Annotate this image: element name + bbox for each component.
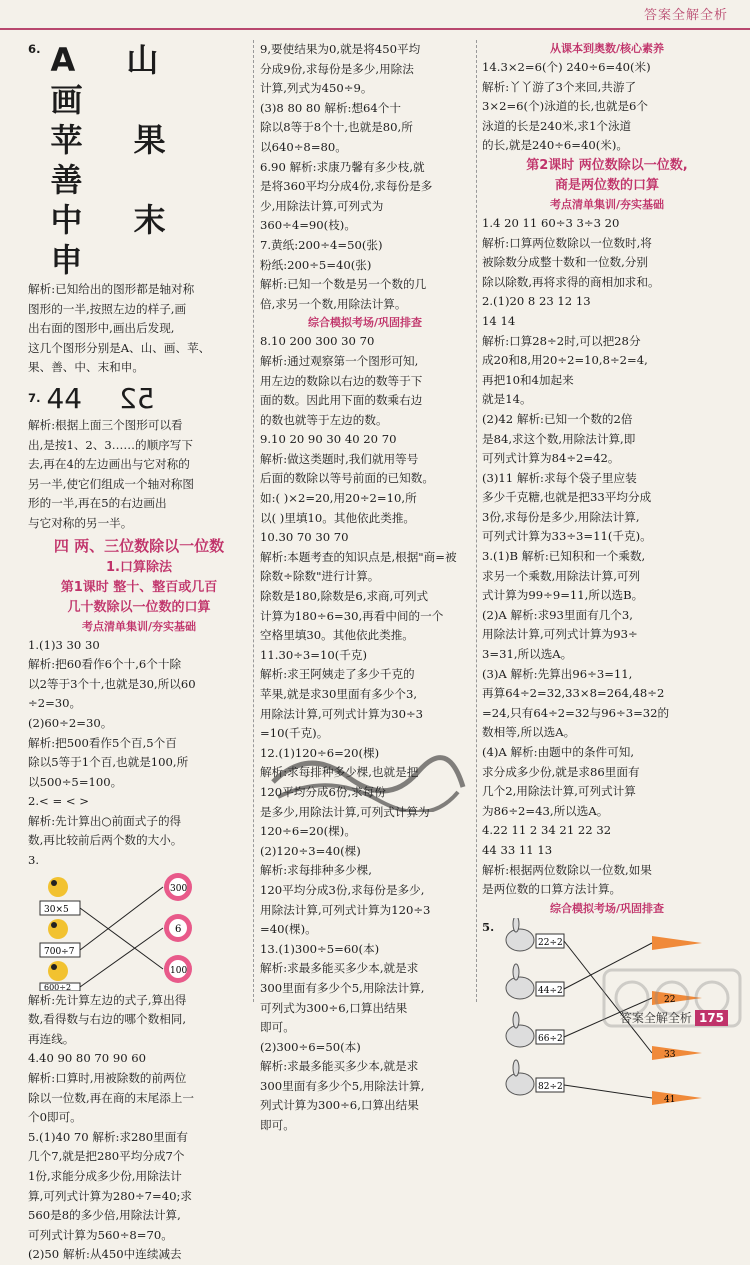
answer-line: 解析:根据上面三个图形可以看 [28,417,183,432]
answer-line: (3)11 解析:求每个袋子里应装 [482,470,637,485]
answer-line: ÷2=30。 [28,696,82,711]
answer-line: 解析:求最多能买多少本,就是求 [260,1059,419,1074]
answer-line: 解析:已知一个数是另一个数的几 [260,277,427,292]
answer-line: 除以8等于8个十,也就是80,所 [260,120,413,135]
answer-line: 出,是按1、2、3……的顺序写下 [28,437,193,452]
answer-line: 解析:口算时,用被除数的前两位 [28,1071,187,1086]
answer-lines [482,214,732,900]
answer-line: 可列式计算为84÷2=42。 [482,451,620,466]
answer-line: 图形的一半,按照左边的样子,画 [28,301,187,316]
answer-line: (3)A 解析:先算出96÷3=11, [482,666,633,681]
answer-line: 成20和8,用20÷2=10,8÷2=4, [482,353,648,368]
answer-line: 解析:把500看作5个百,5个百 [28,735,177,750]
q7-block [28,382,250,416]
answer-line: 数,看得数与右边的哪个数相同, [28,1012,187,1027]
answer-line: 用除法计算,可列式计算为120÷3 [260,902,431,917]
answer-line: 1.4 20 11 60÷3 3÷3 20 [482,215,620,230]
answer-line: 去,再在4的左边画出与它对称的 [28,457,190,472]
q6-row: 苹 果 善 [50,121,186,199]
carrot-icon [652,1091,702,1105]
answer-lines [260,332,470,1135]
q6-block [28,40,250,280]
q7-explanation [28,416,250,534]
answer-line: 计算,列式为450÷9。 [260,81,373,96]
answer-line: 120平均分成3份,求每份是多少, [260,882,425,897]
answer-line: 1.(1)3 30 30 [28,637,100,652]
answer-line: 2.< = < > [28,794,89,809]
rabbit-icon [506,964,534,999]
answer-line: 空格里填30。其他依此类推。 [260,628,414,643]
answer-line: 可列式计算为33÷3=11(千克)。 [482,529,652,544]
answer-line: 再算64÷2=32,33×8=264,48÷2 [482,686,665,701]
q3-right-label: 6 [175,923,182,935]
answer-line: 倍,求另一个数,用除法计算。 [260,296,407,311]
answer-line: (2)42 解析:已知一个数的2倍 [482,411,633,426]
q6-label: 6. [28,42,41,56]
answer-line: 除以一位数,再在商的末尾添上一 [28,1090,194,1105]
answer-line: 解析:先计算出○前面式子的得 [28,813,182,828]
answer-line: 11.30÷3=10(千克) [260,647,367,662]
answer-line: 7.黄纸:200÷4=50(张) [260,237,383,252]
column-divider [476,40,477,1002]
answer-line: (4)A 解析:由题中的条件可知, [482,745,635,759]
q5-left-label: 66÷2 [538,1033,563,1044]
answer-line: 即可。 [260,1118,295,1133]
answer-line: 是两位数的口算方法计算。 [482,882,622,897]
header-bar [0,0,750,30]
answer-line: 300里面有多少个5,用除法计算, [260,980,425,995]
column-middle [260,40,470,1136]
answer-line: 即可。 [260,1020,295,1035]
answer-lines [260,40,470,314]
bee-icon [48,961,68,981]
q3-right-label: 300 [170,883,188,894]
answer-line: 3×2=6(个)泳道的长,也就是6个 [482,99,649,114]
answer-line: 数,再比较前后两个数的大小。 [28,833,183,848]
answer-line: 如:( )×2=20,用20÷2=10,所 [260,491,417,506]
answer-line: 560是8的多少倍,用除法计算, [28,1208,181,1223]
answer-line: 解析:通过观察第一个图形可知, [260,353,419,368]
header-title: 答案全解全析 [643,8,728,23]
answer-line: 除以5等于1个百,也就是100,所 [28,755,189,770]
q7-glyph: 52 [119,381,155,415]
answer-line: 5.(1)40 70 解析:求280里面有 [28,1129,188,1144]
answer-line: 用左边的数除以右边的数等于下 [260,373,423,388]
answer-line: 3.(1)B 解析:已知积和一个乘数, [482,549,646,564]
column-right [482,40,732,1118]
answer-line: 10.30 70 30 70 [260,530,349,545]
answer-line: 计算为180÷6=30,再看中间的一个 [260,608,444,623]
answer-line: 的数也就等于左边的数。 [260,412,388,427]
q7-label: 7. [28,391,41,406]
answer-line: 除数是180,除数是6,求商,可列式 [260,589,429,604]
answer-line: 数相等,所以选A。 [482,725,576,740]
answer-line: 算,可列式计算为280÷7=40;求 [28,1188,193,1203]
answer-line: 300里面有多少个5,用除法计算, [260,1078,425,1093]
match-line [80,887,163,950]
answer-line: 3. [28,853,40,868]
q5-left-label: 44÷2 [538,985,563,996]
subsection-label: 从课本到奥数/核心素养 [549,42,665,55]
footer-label: 答案全解全析 [619,1011,692,1025]
subsection-label: 综合模拟考场/巩固排查 [549,901,665,915]
answer-line: 解析:求最多能买多少本,就是求 [260,961,419,976]
q6-explanation [28,280,250,378]
q3-left-label: 700÷7 [44,946,75,957]
answer-line: 的长,就是240÷6=40(米)。 [482,138,628,153]
answer-line: 以2等于3个十,也就是30,所以60 [28,676,196,691]
answer-line: 解析:先计算左边的式子,算出得 [28,992,187,1007]
answer-line: 除以除数,再将求得的商相加求和。 [482,274,660,289]
answer-line: 3=31,所以选A。 [482,647,573,662]
q6-row: A 山 画 [50,41,179,119]
answer-line: 几个2,用除法计算,可列式计算 [482,784,636,799]
rabbit-icon [506,1060,534,1095]
page-number: 175 [695,1010,728,1026]
answer-line: 苹果,就是求30里面有多少个3, [260,687,418,701]
answer-line: (2)50 解析:从450中连续减去 [28,1247,182,1262]
answer-line: 求分成多少份,就是求86里面有 [482,764,640,779]
answer-line: (2)300÷6=50(本) [260,1039,361,1054]
answer-line: 这几个图形分别是A、山、画、苹、 [28,340,211,355]
answer-line: 再把10和4加起来 [482,372,574,387]
match-line [80,908,163,969]
lesson-title-2: 几十数除以一位数的口算 [67,599,211,615]
answer-line: 解析:求每排种多少棵,也就是把 [260,765,419,780]
answer-line: 13.(1)300÷5=60(本) [260,941,380,956]
answer-line: (3)8 80 80 解析:想64个十 [260,100,401,115]
answer-line: 形的一半,再在5的右边画出 [28,496,167,511]
match-line [564,1085,652,1098]
answer-line: 少,用除法计算,可列式为360÷4=90(枝)。 [260,198,384,233]
answer-line: 以( )里填10。其他依此类推。 [260,510,416,525]
answer-line: 是将360平均分成4份,求每份是多 [260,179,433,194]
answer-line: 解析:求每排种多少棵, [260,863,372,878]
column-left [28,40,250,1265]
answer-line: 式计算为99÷9=11,所以选B。 [482,588,644,603]
subsection-label: 考点清单集训/夯实基础 [81,619,197,633]
q6-row: 中 末 申 [50,201,186,279]
answer-line: 解析:做这类题时,我们就用等号 [260,451,419,466]
answer-line: 个0即可。 [28,1110,82,1125]
answer-line: 以640÷8=80。 [260,139,347,154]
answer-line: 12.(1)120÷6=20(棵) [260,745,380,760]
bee-icon [48,877,68,897]
bee-icon [48,919,68,939]
answer-line: 解析:口算28÷2时,可以把28分 [482,333,641,348]
answer-line: 分成9份,求每份是多少,用除法 [260,61,414,76]
rabbit-icon [506,918,534,951]
answer-line: 9,要使结果为0,就是将450平均 [260,42,421,56]
carrot-icon [652,936,702,950]
lesson-title: 第1课时 整十、整百或几百 [60,579,218,595]
answer-line: 2.(1)20 8 23 12 13 [482,294,591,309]
q3-right-label: 100 [170,965,188,976]
answer-line: 可列式计算为560÷8=70。 [28,1227,173,1242]
footer [620,1009,728,1026]
answer-line: 120÷6=20(棵)。 [260,824,356,839]
answer-line: 解析:口算两位数除以一位数时,将 [482,235,652,250]
rabbit-icon [506,1012,534,1047]
section-subtitle: 1.口算除法 [106,559,172,575]
answer-line: =10(千克)。 [260,726,329,741]
answer-line: 4.22 11 2 34 21 22 32 [482,823,612,838]
answer-line: 面的数。因此用下面的数乘右边 [260,393,423,408]
answer-line: 9.10 20 90 30 40 20 70 [260,432,397,447]
q3-left-label: 600÷2 [44,982,72,991]
answer-line: 除数÷除数"进行计算。 [260,569,380,584]
answer-line: 出右面的图形中,画出后发现, [28,321,175,336]
answer-line: 解析:求王阿姨走了多少千克的 [260,667,415,682]
answer-line: 泳道的长是240米,求1个泳道 [482,118,632,133]
q7-glyph: 44 [46,381,83,415]
answer-lines [482,58,732,156]
answer-line: 120平均分成6份,求每份 [260,784,386,799]
answer-line: =24,只有64÷2=32与96÷3=32的 [482,705,670,720]
answer-line: (2)60÷2=30。 [28,715,113,730]
answer-line: 列式计算为300÷6,口算出结果 [260,1098,419,1113]
answer-line: 解析:本题考查的知识点是,根据"商=被 [260,549,457,564]
subsection-label: 考点清单集训/夯实基础 [549,197,665,211]
answer-line: 果、善、中、末和申。 [28,360,144,375]
answer-lines [28,636,250,871]
answer-line: 求另一个乘数,用除法计算,可列 [482,568,641,583]
q3-left-label: 30×5 [44,904,69,915]
answer-line: 解析:已知给出的图形都是轴对称 [28,282,195,296]
section-title: 四 两、三位数除以一位数 [53,536,225,555]
answer-line: 再连线。 [28,1031,75,1046]
q5-right-label: 33 [664,1049,676,1060]
answer-line: 是84,求这个数,用除法计算,即 [482,431,636,446]
lesson-title-2: 商是两位数的口算 [554,177,659,193]
answer-line: 4.40 90 80 70 90 60 [28,1051,147,1066]
answer-line: 6.90 解析:求康乃馨有多少枝,就 [260,159,425,174]
answer-line: 用除法计算,可列式计算为93÷ [482,627,638,642]
answer-line: 被除数分成整十数和一位数,分别 [482,255,648,270]
answer-line: (2)A 解析:求93里面有几个3, [482,607,633,622]
answer-line: 与它对称的另一半。 [28,515,133,530]
answer-line: 解析:丫丫游了3个来回,共游了 [482,79,637,94]
q5-right-label: 22 [664,994,676,1005]
q5-right-label: 41 [664,1094,676,1105]
answer-line: 就是14。 [482,392,532,407]
answer-line: 后面的数除以等号前面的已知数。 [260,471,434,486]
answer-line: 粉纸:200÷5=40(张) [260,257,372,272]
answer-line: 为86÷2=43,所以选A。 [482,803,609,818]
answer-line: 3份,求每份是多少,用除法计算, [482,509,640,524]
column-divider [253,40,254,1002]
answer-line: 1份,求能分成多少份,用除法计 [28,1169,182,1183]
answer-line: 多少千克糖,也就是把33平均分成 [482,490,652,505]
q5-left-label: 82÷2 [538,1081,563,1092]
lesson-title: 第2课时 两位数除以一位数, [526,157,688,173]
scribble-stamp [268,742,468,812]
answer-line: =40(棵)。 [260,922,317,937]
answer-line: 14.3×2=6(个) 240÷6=40(米) [482,60,651,74]
answer-line: 8.10 200 300 30 70 [260,334,375,349]
answer-line: 可列式为300÷6,口算出结果 [260,1000,408,1015]
answer-line: 以500÷5=100。 [28,774,123,789]
answer-line: 14 14 [482,313,516,328]
answer-line: 几个7,就是把280平均分成7个 [28,1149,185,1164]
subsection-label: 综合模拟考场/巩固排查 [307,316,423,330]
answer-line: 用除法计算,可列式计算为30÷3 [260,706,424,721]
answer-line: 44 33 11 13 [482,842,553,857]
carrot-icon [652,1046,702,1060]
answer-line: 解析:根据两位数除以一位数,如果 [482,862,652,877]
q5-label: 5. [482,919,495,934]
q5-left-label: 22÷2 [538,937,563,948]
q3-matching-diagram [28,871,250,991]
answer-line: (2)120÷3=40(棵) [260,843,361,858]
answer-line: 另一半,使它们组成一个轴对称图 [28,476,194,491]
match-line [80,928,163,987]
answer-line: 解析:把60看作6个十,6个十除 [28,657,182,672]
answer-line: 是多少,用除法计算,可列式计算为 [260,804,430,819]
